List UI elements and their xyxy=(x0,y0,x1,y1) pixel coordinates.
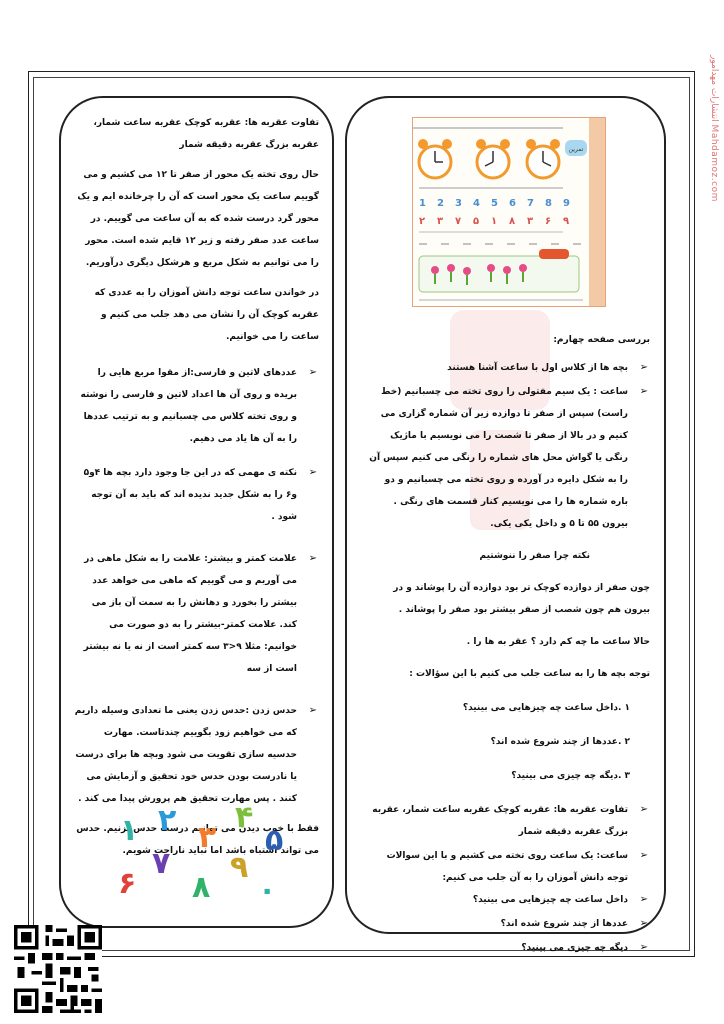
svg-text:6: 6 xyxy=(509,198,516,209)
deco-number: ۰ xyxy=(258,873,277,905)
questions-intro-text: توجه بچه ها را به ساعت جلب می کنیم با این سؤالات : xyxy=(409,669,650,679)
reading-clock-text: در خواندن ساعت توجه دانش آموزان را به عددی که عقربه کوچک آن را نشان می دهد جلب می کنیم و ساعت را می خوانیم. xyxy=(94,288,319,342)
arrow-bullet-icon: ➢ xyxy=(639,918,648,929)
section-title: بررسی صفحه چهارم: xyxy=(553,335,650,345)
question-1: ۱ .داخل ساعت چه چیزهایی می بینید؟ xyxy=(462,703,630,713)
right-bullet-4: ➢ ساعت: یک ساعت روی تخته می کشیم و با این سوالات توجه دانش آموزان را به آن جلب می کنیم: xyxy=(368,845,650,889)
textbook-illustration xyxy=(413,118,605,306)
left-text-column xyxy=(74,112,319,870)
guessing-note-text: فقط با خوب دیدن می توانیم درست حدس بزنیم. حدس می تواند اشتباه باشد اما نباید ناراحت شویم. xyxy=(76,824,319,856)
deco-number: ۹ xyxy=(230,850,249,885)
deco-number: ۷ xyxy=(152,846,171,881)
svg-text:۹: ۹ xyxy=(563,216,570,227)
arrow-bullet-icon: ➢ xyxy=(639,362,648,373)
svg-text:7: 7 xyxy=(527,198,534,209)
arrow-bullet-icon: ➢ xyxy=(308,367,317,378)
right-bullet-1: ➢ بچه ها از کلاس اول با ساعت آشنا هستند xyxy=(368,357,650,379)
qr-code-icon xyxy=(14,925,102,1013)
left-bullet-1: ➢ عددهای لاتین و فارسی:از مقوا مربع هایی را بریده و روی آن ها اعداد لاتین و فارسی را نوشته و روی تخته کلاس می چسبانیم و به ترتیب عددها را به آن ها یاد می دهیم. xyxy=(74,362,319,450)
arrow-bullet-icon: ➢ xyxy=(308,467,317,478)
svg-text:5: 5 xyxy=(491,198,498,209)
deco-number: ۵ xyxy=(265,823,284,858)
arrow-bullet-icon: ➢ xyxy=(639,894,648,905)
arrow-bullet-icon: ➢ xyxy=(308,553,317,564)
deco-number: ۳ xyxy=(198,820,217,855)
svg-text:۶: ۶ xyxy=(545,216,552,227)
arrow-bullet-icon: ➢ xyxy=(639,804,648,815)
arrow-bullet-icon: ➢ xyxy=(639,386,648,397)
alarm-clock-icon xyxy=(476,139,510,178)
svg-text:1: 1 xyxy=(419,198,426,209)
svg-text:۳: ۳ xyxy=(437,216,444,227)
alarm-clock-icon xyxy=(418,139,452,178)
deco-number: ۸ xyxy=(192,870,211,905)
svg-text:9: 9 xyxy=(563,198,570,209)
svg-text:۲: ۲ xyxy=(419,216,426,227)
svg-text:۷: ۷ xyxy=(455,216,462,227)
svg-text:8: 8 xyxy=(545,198,552,209)
svg-text:۸: ۸ xyxy=(509,216,516,227)
zero-note-title: نکته چرا صفر را ننوشتیم xyxy=(479,551,590,561)
alarm-clock-icon xyxy=(526,139,560,178)
question-3: ۳ .دیگه چه چیزی می بینید؟ xyxy=(511,771,630,781)
left-bullet-4: ➢ حدس زدن :حدس زدن یعنی ما تعدادی وسیله داریم که می خواهیم زود بگوییم چندتاست. مهارت حدسیه سازی تقویت می شود وبچه ها برای درست یا نادرست بودن حدس خود تحقیق و آزمایش می کنند . پس مهارت تحقیق هم پرورش پیدا می کند . xyxy=(74,700,319,810)
arrow-bullet-icon: ➢ xyxy=(639,942,648,953)
right-text-column xyxy=(368,329,650,961)
sub-bullet-2: ➢ عددها از چند شروع شده اند؟ xyxy=(368,913,650,935)
svg-text:4: 4 xyxy=(473,198,480,209)
left-bullet-3: ➢ علامت کمتر و بیشتر: علامت را به شکل ماهی در می آوریم و می گوییم که ماهی می خواهد عدد بیشتر را بخورد و دهانش را به سمت آن باز می کند. علامت کمتر-بیشتر را به دو صورت می خوانیم: مثلا ۹<۳ سه کمتر است از نه یا نه بیشتر است از سه xyxy=(74,548,319,680)
colorful-numbers-illustration xyxy=(110,805,300,905)
sub-bullet-1: ➢ داخل ساعت چه چیزهایی می بینید؟ xyxy=(368,889,650,911)
missing-hands-text: حالا ساعت ما چه کم دارد ؟ عقر به ها را . xyxy=(466,637,650,647)
hands-difference-text: تفاوت عقربه ها: عقربه کوچک عقربه ساعت شمار، عقربه بزرگ عقربه دقیقه شمار xyxy=(93,118,319,150)
arrow-bullet-icon: ➢ xyxy=(308,705,317,716)
svg-text:۵: ۵ xyxy=(473,216,480,227)
axis-explanation-text: حال روی تخته یک محور از صفر تا ۱۲ می کشیم و می گوییم ساعت یک محور است که آن را چرخانده ایم و یک محور گرد درست شده که به آن ساعت می گوییم. در ساعت عدد صفر رفته و زیر ۱۲ قایم شده است. محور را می توانیم به شکل مربع و هرشکل دیگری درآوریم. xyxy=(77,170,319,268)
svg-text:۱: ۱ xyxy=(491,216,498,227)
deco-number: ۶ xyxy=(118,866,137,901)
sub-bullet-3: ➢ دیگه چه چیزی می بینید؟ xyxy=(368,937,650,959)
deco-number: ۲ xyxy=(158,805,177,838)
question-2: ۲ .عددها از چند شروع شده اند؟ xyxy=(490,737,630,747)
publisher-watermark: انتشارات مهدامور Mahdamoz.com xyxy=(709,55,719,202)
svg-text:3: 3 xyxy=(455,198,462,209)
flowers-box xyxy=(419,256,579,292)
zero-note-text: چون صفر از دوازده کوچک تر بود دوازده آن را پوشاند و در بیرون هم چون شصب از صفر بیشتر بود صفر را پوشاند . xyxy=(393,583,650,615)
left-bullet-2: ➢ نکته ی مهمی که در این جا وجود دارد بچه ها ۴و۵ و۶ را به شکل جدید ندیده اند که باید به آن توجه شود . xyxy=(74,462,319,528)
deco-number: ۱ xyxy=(120,813,139,848)
svg-text:۳: ۳ xyxy=(527,216,534,227)
svg-text:2: 2 xyxy=(437,198,444,209)
right-bullet-3: ➢ تفاوت عقربه ها: عقربه کوچک عقربه ساعت شمار، عقربه بزرگ عقربه دقیقه شمار xyxy=(368,799,650,843)
arrow-bullet-icon: ➢ xyxy=(639,850,648,861)
deco-number: ۴ xyxy=(235,805,254,835)
svg-text:تمرین: تمرین xyxy=(568,146,584,153)
right-bullet-2: ➢ ساعت : یک سیم مفتولی را روی تخته می چسبانیم (خط راست) سپس از صفر تا دوازده زیر آن شماره گزاری می کنیم و در بالا از صفر تا شصت را می نویسیم با ماژیک رنگی یا گواش محل های شماره را رنگی می کنیم سپس آن را به شکل دایره در آورده و روی تخته می چسبانیم و دو باره شماره ها را می نویسیم کنار قسمت های رنگی . بیرون ۵۵ تا ۵ و داخل یکی یکی. xyxy=(368,381,650,535)
textbook-page-image xyxy=(412,117,606,307)
